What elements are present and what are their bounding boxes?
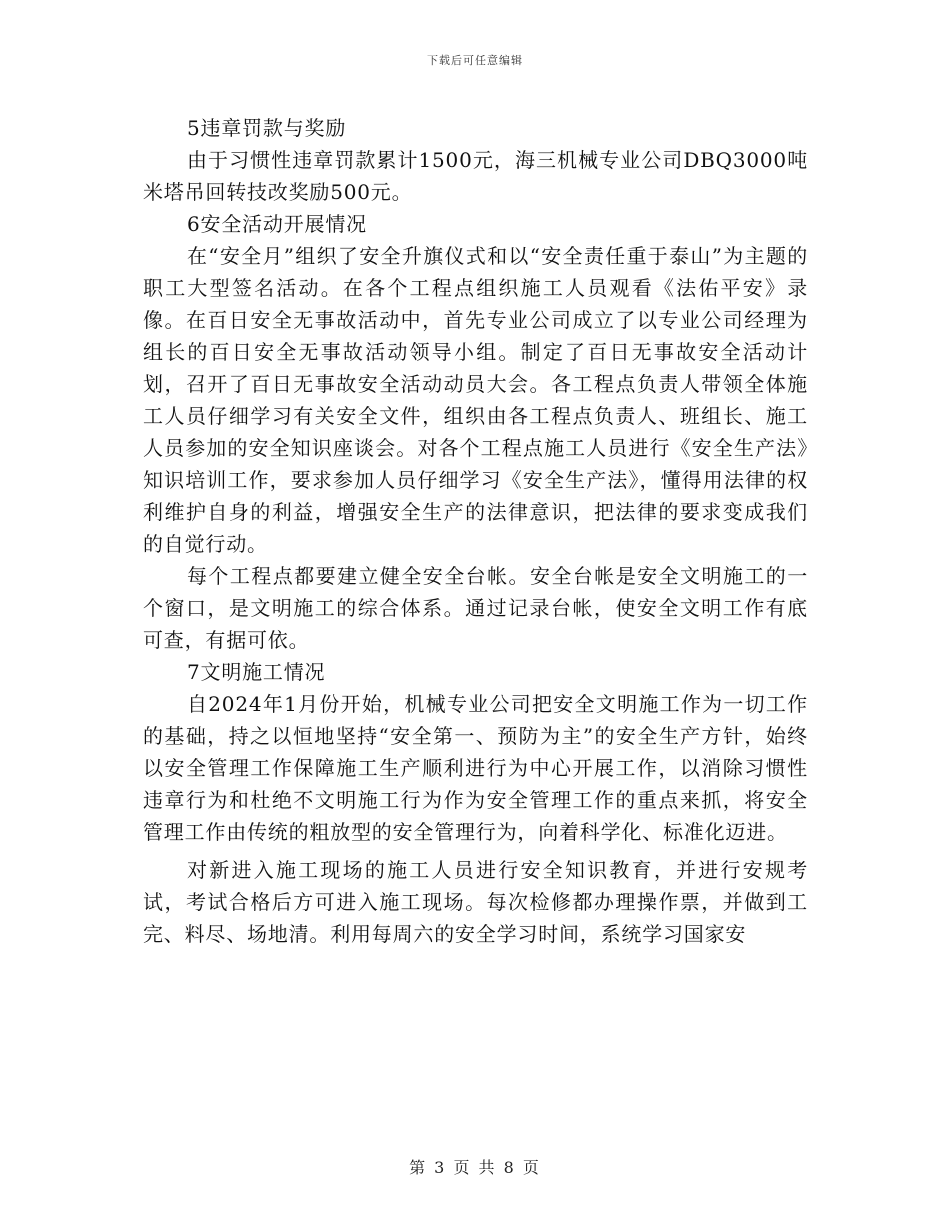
- document-body: [143, 112, 808, 950]
- page-footer: 第 3 页 共 8 页: [409, 1158, 541, 1177]
- paragraph-new-worker-education: 对新进入施工现场的施工人员进行安全知识教育，并进行安规考试，考试合格后方可进入施工现场。每次检修都办理操作票，并做到工完、料尽、场地清。利用每周六的安全学习时间，系统学习国家安: [143, 858, 808, 946]
- paragraph-civilized-construction: 自2024年1月份开始，机械专业公司把安全文明施工作为一切工作的基础，持之以恒地坚持“安全第一、预防为主”的安全生产方针，始终以安全管理工作保障施工生产顺利进行为中心开展工作，以消除习惯性违章行为和杜绝不文明施工行为作为安全管理工作的重点来抓，将安全管理工作由传统的粗放型的安全管理行为，向着科学化、标准化迈进。: [143, 692, 808, 844]
- page-header: 下载后可任意编辑: [427, 54, 523, 67]
- paragraph-safety-ledger: 每个工程点都要建立健全安全台帐。安全台帐是安全文明施工的一个窗口，是文明施工的综合体系。通过记录台帐，使安全文明工作有底可查，有据可依。: [143, 564, 808, 652]
- section-heading-7: 7文明施工情况: [187, 660, 326, 684]
- paragraph-safety-activities: 在“安全月”组织了安全升旗仪式和以“安全责任重于泰山”为主题的职工大型签名活动。在各个工程点组织施工人员观看《法佑平安》录像。在百日安全无事故活动中，首先专业公司成立了以专业公司经理为组长的百日安全无事故活动领导小组。制定了百日无事故安全活动计划，召开了百日无事故安全活动动员大会。各工程点负责人带领全体施工人员仔细学习有关安全文件，组织由各工程点负责人、班组长、施工人员参加的安全知识座谈会。对各个工程点施工人员进行《安全生产法》知识培训工作，要求参加人员仔细学习《安全生产法》，懂得用法律的权利维护自身的利益，增强安全生产的法律意识，把法律的要求变成我们的自觉行动。: [143, 244, 808, 556]
- paragraph-fines-rewards: 由于习惯性违章罚款累计1500元，海三机械专业公司DBQ3000吨米塔吊回转技改奖励500元。: [143, 148, 808, 204]
- section-heading-6: 6安全活动开展情况: [187, 212, 367, 236]
- section-heading-5: 5违章罚款与奖励: [187, 116, 347, 140]
